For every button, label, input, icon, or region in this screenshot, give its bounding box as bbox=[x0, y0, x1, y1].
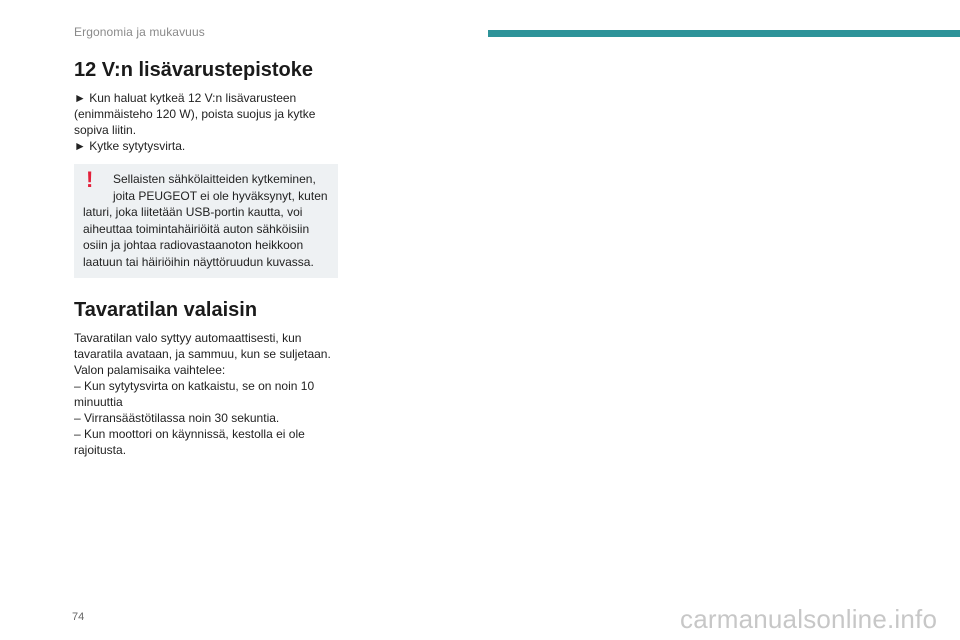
text-line: rajoitusta. bbox=[74, 443, 127, 457]
content-column bbox=[74, 58, 338, 458]
exclamation-icon: ! bbox=[86, 167, 94, 192]
text-line: – Kun moottori on käynnissä, kestolla ei ole bbox=[74, 427, 305, 441]
text-line: aiheuttaa toimintahäiriöitä auton sähköisiin bbox=[83, 221, 310, 236]
page-number: 74 bbox=[72, 611, 85, 623]
warning-text bbox=[83, 167, 329, 270]
text-line: ► Kun haluat kytkeä 12 V:n lisävarusteen bbox=[74, 91, 297, 105]
text-line: osiin ja johtaa radiovastaanoton heikkoon bbox=[83, 238, 304, 252]
text-line: minuuttia bbox=[74, 395, 123, 409]
text-line: ► Kytke sytytysvirta. bbox=[74, 139, 186, 153]
text-line: Valon palamisaika vaihtelee: bbox=[74, 363, 226, 377]
accent-bar bbox=[488, 30, 960, 37]
section-title-accessory-socket: 12 V:n lisävarustepistoke bbox=[74, 59, 314, 81]
text-line: sopiva liitin. bbox=[74, 123, 137, 137]
text-line: – Kun sytytysvirta on katkaistu, se on noin 10 bbox=[74, 379, 315, 393]
text-line: Tavaratilan valo syttyy automaattisesti, kun bbox=[74, 331, 302, 345]
watermark: carmanualsonline.info bbox=[680, 604, 938, 634]
text-line: tavaratila avataan, ja sammuu, kun se suljetaan. bbox=[74, 347, 331, 361]
section-title-boot-light: Tavaratilan valaisin bbox=[74, 299, 258, 321]
warning-box bbox=[74, 164, 338, 278]
section-label: Ergonomia ja mukavuus bbox=[74, 25, 205, 39]
text-line: Sellaisten sähkölaitteiden kytkeminen, bbox=[113, 172, 316, 186]
boot-light-description bbox=[74, 330, 338, 458]
text-line: laatuun tai häiriöihin näyttöruudun kuvassa. bbox=[83, 254, 314, 269]
text-line: – Virransäästötilassa noin 30 sekuntia. bbox=[74, 411, 280, 425]
accessory-socket-instructions bbox=[74, 90, 338, 154]
text-line: laturi, joka liitetään USB-portin kautta, voi bbox=[83, 205, 303, 219]
text-line: (enimmäisteho 120 W), poista suojus ja kytke bbox=[74, 107, 316, 121]
text-line: joita PEUGEOT ei ole hyväksynyt, kuten bbox=[113, 188, 328, 203]
